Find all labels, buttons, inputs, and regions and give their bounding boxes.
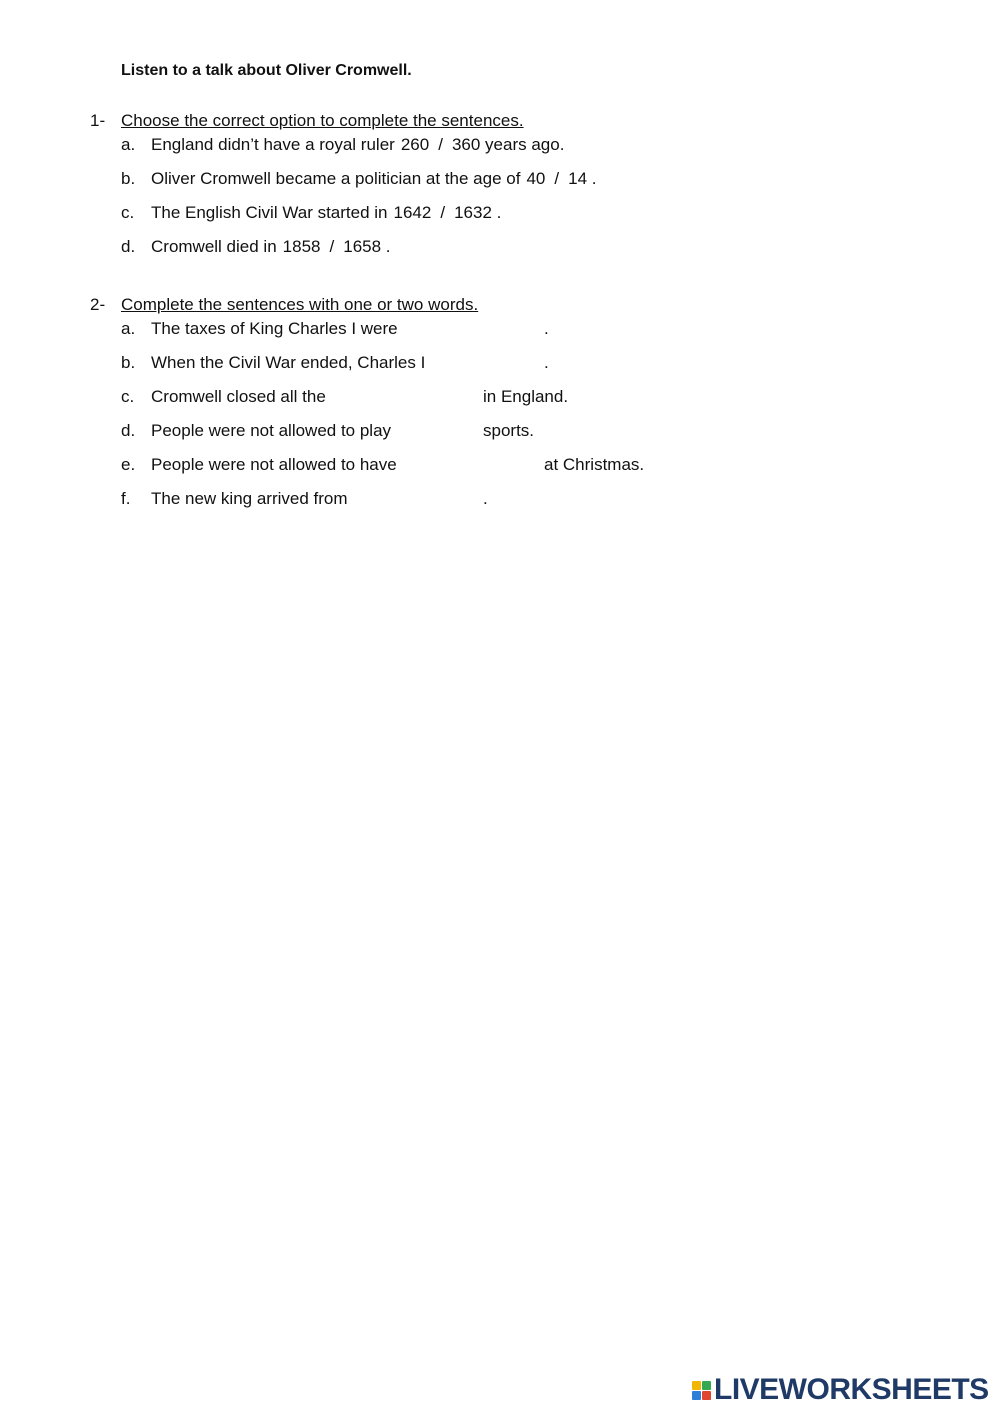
option-2[interactable]: 1658: [343, 237, 382, 256]
option-2[interactable]: 1632: [454, 203, 492, 222]
item-text-after: in England.: [483, 387, 569, 406]
gap-item-c: [0, 387, 1000, 411]
item-text-after: at Christmas.: [544, 455, 645, 474]
section-1-instruction: Choose the correct option to complete the sentences.: [121, 111, 524, 130]
section-2-number: 2-: [90, 295, 106, 314]
answer-gap[interactable]: [411, 455, 540, 477]
logo-tile: [702, 1391, 711, 1400]
item-letter: a.: [121, 135, 136, 154]
gap-item-e: [0, 455, 1000, 479]
logo-mark-icon: [692, 1381, 711, 1400]
item-letter: e.: [121, 455, 136, 474]
item-text-after: .: [591, 169, 597, 188]
item-letter: c.: [121, 387, 135, 406]
choice-item-c: [0, 203, 1000, 227]
item-text-after: .: [496, 203, 502, 222]
item-text: When the Civil War ended, Charles I: [151, 353, 426, 372]
choice-item-a: [0, 135, 1000, 159]
item-sentence: [151, 135, 564, 155]
logo-tile: [692, 1391, 701, 1400]
option-2[interactable]: 14: [568, 169, 588, 188]
item-letter: f.: [121, 489, 131, 508]
logo-tile: [692, 1381, 701, 1390]
section-1-number: 1-: [90, 111, 106, 130]
item-text-after: .: [385, 237, 391, 256]
gap-item-d: [0, 421, 1000, 445]
option-separator: /: [440, 203, 446, 222]
logo-text: LIVEWORKSHEETS: [714, 1373, 989, 1406]
choice-item-b: [0, 169, 1000, 193]
option-separator: /: [438, 135, 443, 154]
item-text: Cromwell closed all the: [151, 387, 326, 406]
gap-item-f: [0, 489, 1000, 513]
item-sentence: [151, 169, 597, 189]
item-text: People were not allowed to have: [151, 455, 397, 474]
answer-gap[interactable]: [440, 353, 540, 375]
item-text-after: .: [483, 489, 488, 508]
item-letter: c.: [121, 203, 135, 222]
item-text: England didn’t have a royal ruler: [151, 135, 395, 154]
answer-gap[interactable]: [358, 489, 479, 511]
option-1[interactable]: 40: [526, 169, 546, 188]
choice-item-d: [0, 237, 1000, 261]
item-letter: b.: [121, 353, 136, 372]
item-letter: d.: [121, 237, 136, 256]
liveworksheets-logo: [692, 1373, 989, 1406]
item-text-after: sports.: [483, 421, 535, 440]
item-letter: d.: [121, 421, 136, 440]
item-text: People were not allowed to play: [151, 421, 392, 440]
item-text-after: .: [544, 353, 549, 372]
logo-tile: [702, 1381, 711, 1390]
item-text: The English Civil War started in: [151, 203, 388, 222]
answer-gap[interactable]: [406, 319, 540, 341]
item-letter: b.: [121, 169, 136, 188]
answer-gap[interactable]: [343, 387, 479, 409]
answer-gap[interactable]: [406, 421, 479, 443]
option-1[interactable]: 260: [400, 135, 430, 154]
section-2-instruction: Complete the sentences with one or two words.: [121, 295, 479, 314]
item-text-after: years ago.: [485, 135, 565, 154]
item-text: Oliver Cromwell became a politician at the age of: [151, 169, 521, 188]
item-text: The new king arrived from: [151, 489, 348, 508]
option-separator: /: [329, 237, 335, 256]
gap-item-a: [0, 319, 1000, 343]
item-text: Cromwell died in: [151, 237, 277, 256]
item-letter: a.: [121, 319, 136, 338]
option-1[interactable]: 1642: [393, 203, 432, 222]
option-separator: /: [554, 169, 560, 188]
worksheet-title: Listen to a talk about Oliver Cromwell.: [121, 62, 412, 79]
item-text-after: .: [544, 319, 549, 338]
item-text: The taxes of King Charles I were: [151, 319, 398, 338]
option-2[interactable]: 360: [451, 135, 481, 154]
gap-item-b: [0, 353, 1000, 377]
option-1[interactable]: 1858: [282, 237, 321, 256]
item-sentence: [151, 203, 501, 223]
item-sentence: [151, 237, 391, 257]
